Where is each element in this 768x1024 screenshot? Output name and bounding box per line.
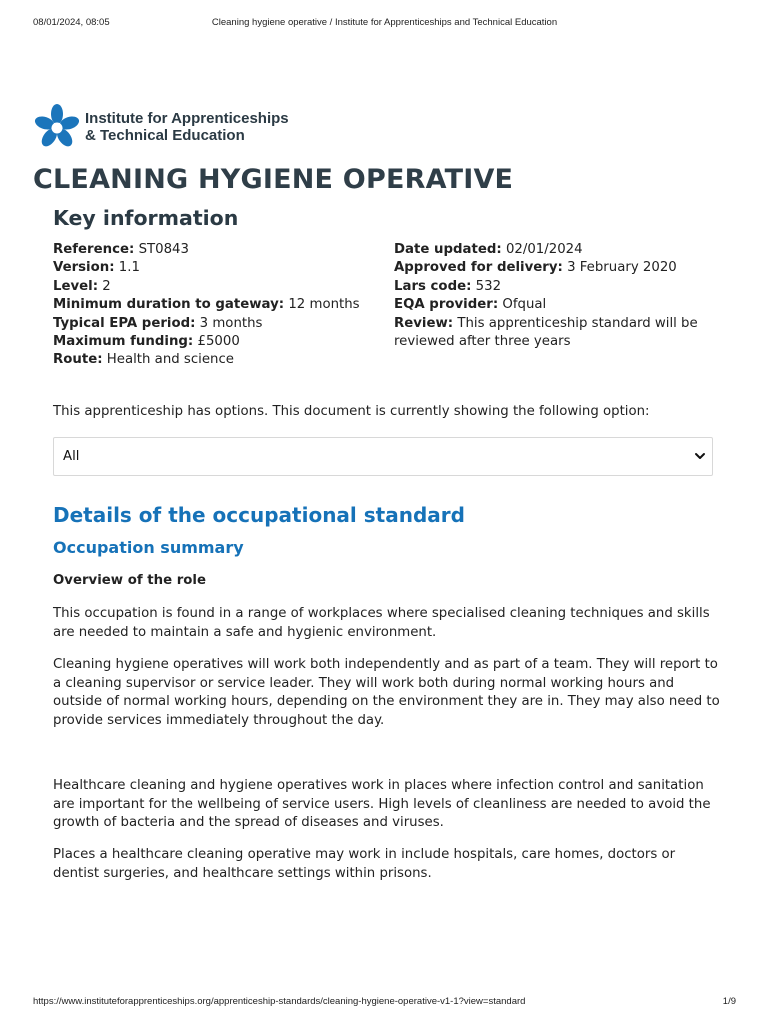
info-reference [53,241,383,259]
paragraph: Healthcare cleaning and hygiene operatives work in places where infection control and sanitation are important for the wellbeing of service users. High levels of cleanliness are needed to avoid the growth of bacteria and the spread of diseases and viruses. [53,778,711,830]
page-url: https://www.instituteforapprenticeships.org/apprenticeship-standards/cleaning-hygiene-operative-v1-1?view=standard [33,996,526,1007]
star-logo-icon [34,104,80,150]
info-value: 12 months [288,297,360,313]
info-label: Version: [53,260,115,276]
print-datetime: 08/01/2024, 08:05 [33,17,110,28]
info-min-duration [53,296,383,314]
info-max-funding [53,333,383,351]
info-label: Reference: [53,242,135,257]
info-eqa-provider [394,296,714,314]
key-information-heading: Key information [53,206,239,230]
info-value: 3 months [199,315,263,331]
info-value: Ofqual [502,297,547,313]
paragraph: This occupation is found in a range of workplaces where specialised cleaning techniques and skills are needed to maintain a safe and hygienic environment. [53,606,710,640]
info-value: ST0843 [138,242,189,257]
logo-line-2: & Technical Education [85,127,245,144]
option-select[interactable] [53,437,713,476]
info-approved [394,259,714,277]
print-header [33,17,736,29]
info-value: This apprenticeship standard will be reviewed after three years [394,315,698,350]
info-label: Approved for delivery: [394,260,563,276]
print-page-title: Cleaning hygiene operative / Institute for Apprenticeships and Technical Education [211,17,558,28]
info-label: Level: [53,278,99,294]
info-label: Route: [53,352,103,368]
info-value: 3 February 2020 [567,260,677,276]
info-route [53,351,383,369]
logo-line-1: Institute for Apprenticeships [85,110,289,127]
paragraph: Cleaning hygiene operatives will work both independently and as part of a team. They will report to a cleaning supervisor or service leader. They will work both during normal working hours and outside of normal working hours, depending on the environment they are in. They may also need to provide services immediately throughout the day. [53,657,720,728]
info-lars-code [394,278,714,296]
paragraph: Places a healthcare cleaning operative may work in include hospitals, care homes, doctors or dentist surgeries, and healthcare settings within prisons. [53,847,676,881]
info-value: £5000 [197,334,240,350]
info-label: Date updated: [394,242,502,257]
info-label: Lars code: [394,278,472,294]
info-value: 2 [102,278,111,294]
info-version [53,259,383,277]
info-label: Typical EPA period: [53,315,196,331]
info-value: 1.1 [118,260,140,276]
page-number: 1/9 [722,996,736,1007]
info-label: Maximum funding: [53,334,194,350]
options-text: This apprenticeship has options. This document is currently showing the following option: [53,404,650,419]
logo-text [85,110,289,144]
chevron-down-icon [694,450,706,462]
page-title: CLEANING HYGIENE OPERATIVE [33,164,514,195]
print-footer [33,996,736,1008]
info-review [394,315,714,352]
option-select-value: All [63,449,80,464]
occupation-summary-heading: Occupation summary [53,538,244,557]
info-date-updated [394,241,714,259]
info-epa-period [53,315,383,333]
info-level [53,278,383,296]
info-value: Health and science [106,352,234,368]
institute-logo[interactable] [34,103,289,151]
overview-heading: Overview of the role [53,573,206,588]
key-info-right-column [394,241,714,351]
info-value: 02/01/2024 [505,242,583,257]
info-label: EQA provider: [394,297,499,313]
info-label: Minimum duration to gateway: [53,297,285,313]
info-label: Review: [394,315,454,331]
key-info-left-column [53,241,383,370]
info-value: 532 [475,278,502,294]
details-heading: Details of the occupational standard [53,503,465,527]
